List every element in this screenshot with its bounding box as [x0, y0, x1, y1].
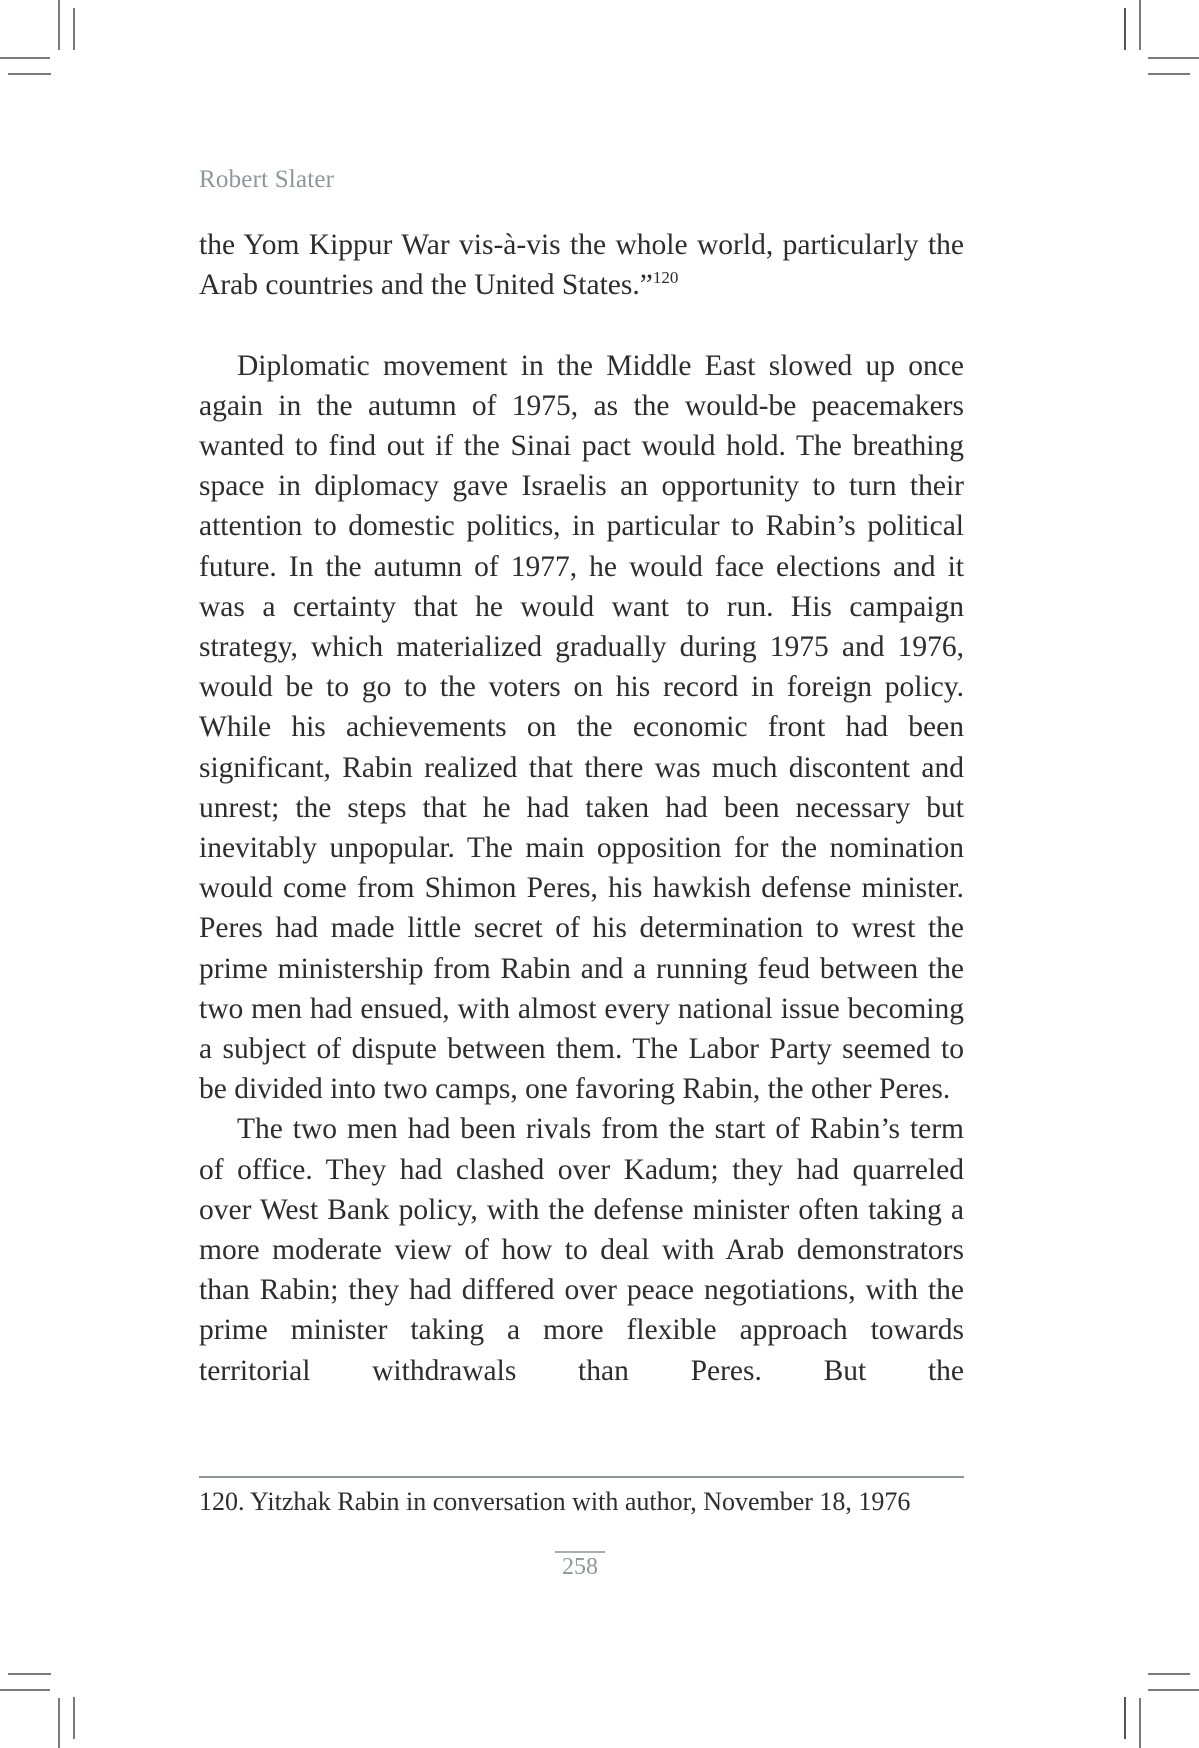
footnote	[199, 1487, 989, 1517]
crop-mark-top-right-horizontal-1	[1148, 57, 1199, 59]
crop-mark-bottom-right-outer	[1139, 1698, 1141, 1748]
crop-mark-top-right-inner	[1124, 8, 1126, 50]
crop-mark-bottom-right-horizontal-1	[1148, 1689, 1199, 1691]
crop-mark-bottom-right-horizontal-2	[1148, 1673, 1190, 1675]
footnote-reference: 120	[652, 268, 679, 288]
crop-mark-bottom-right-inner	[1124, 1697, 1126, 1739]
footnote-number: 120.	[199, 1487, 245, 1516]
crop-mark-top-right-horizontal-2	[1148, 73, 1190, 75]
crop-mark-top-right-outer	[1139, 0, 1141, 50]
paragraph: The two men had been rivals from the start of Rabin’s term of office. They had clashed over Kadum; they had quarreled over West Bank policy, with the defense minister often taking a more moderate view of how to deal with Arab demonstrators than Rabin; they had differed over peace negotiations, with the prime minister taking a more flexible approach towards territorial withdrawals than Peres. But the	[199, 1113, 964, 1387]
crop-mark-top-left-inner	[73, 8, 75, 50]
paragraph-text: the Yom Kippur War vis-à-vis the whole world, particularly the Arab countries and the United States.”	[199, 229, 964, 302]
footnote-text: Yitzhak Rabin in conversation with author, November 18, 1976	[250, 1487, 911, 1516]
crop-mark-top-left-horizontal-1	[0, 57, 50, 59]
crop-mark-top-left-horizontal-2	[8, 73, 51, 75]
crop-mark-bottom-left-outer	[58, 1698, 60, 1748]
page-number: 258	[555, 1551, 605, 1581]
crop-mark-bottom-left-horizontal-1	[0, 1689, 50, 1691]
crop-mark-bottom-left-inner	[73, 1697, 75, 1739]
crop-mark-top-left-outer	[58, 0, 60, 50]
crop-mark-bottom-left-horizontal-2	[8, 1673, 51, 1675]
running-head-author: Robert Slater	[199, 166, 335, 193]
paragraph: Diplomatic movement in the Middle East slowed up once again in the autumn of 1975, as the would-be peacemakers wanted to find out if the Sinai pact would hold. The breathing space in diplomacy gave Israelis an opportunity to turn their attention to domestic politics, in particular to Rabin’s political future. In the autumn of 1977, he would face elections and it was a certainty that he would want to run. His campaign strategy, which materialized gradually during 1975 and 1976, would be to go to the voters on his record in foreign policy. While his achievements on the economic front had been significant, Rabin realized that there was much discontent and unrest; the steps that he had taken had been necessary but inevitably unpopular. The main opposition for the nomination would come from Shimon Peres, his hawkish defense minister. Peres had made little secret of his determination to wrest the prime ministership from Rabin and a running feud between the two men had ensued, with almost every national issue becoming a subject of dispute between them. The Labor Party seemed to be divided into two camps, one favoring Rabin, the other Peres.	[199, 349, 964, 1106]
footnote-separator-rule	[199, 1476, 964, 1478]
body-text	[199, 225, 964, 1391]
paragraph-continued	[199, 225, 964, 305]
